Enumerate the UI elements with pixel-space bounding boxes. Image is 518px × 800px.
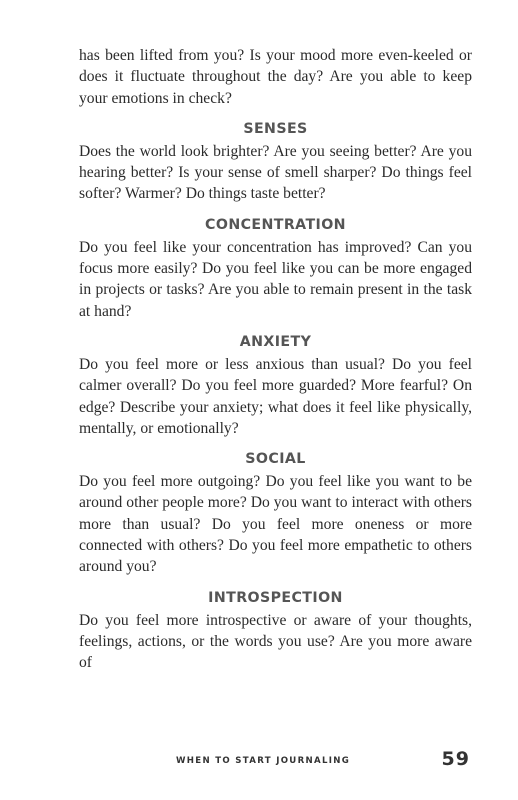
section-body: Do you feel more introspective or aware of your thoughts, feelings, actions, or the words you use? Are you more aware of bbox=[79, 611, 472, 672]
section-body: Do you feel more or less anxious than usual? Do you feel calmer overall? Do you feel more guarded? More fearful? On edge? Describe your anxiety; what does it feel like physically, mentally, or emotionally? bbox=[79, 355, 472, 437]
section-heading: SOCIAL bbox=[245, 451, 306, 468]
section-body: Do you feel more outgoing? Do you feel like you want to be around other people more? Do you want to interact with others more than usual? Do you feel more oneness or more connected with others? Do you feel more empathetic to others around you? bbox=[79, 473, 472, 576]
section-concentration bbox=[79, 215, 472, 322]
section-heading: ANXIETY bbox=[239, 333, 312, 350]
section-senses bbox=[79, 119, 472, 205]
running-head: WHEN TO START JOURNALING bbox=[176, 756, 351, 766]
section-anxiety bbox=[79, 332, 472, 439]
section-body: Do you feel like your concentration has improved? Can you focus more easily? Do you feel like you can be more engaged in projects or tasks? Are you able to remain present in the task at hand? bbox=[79, 238, 472, 320]
section-heading: SENSES bbox=[243, 120, 308, 137]
section-social bbox=[79, 449, 472, 577]
section-body: Does the world look brighter? Are you seeing better? Are you hearing better? Is your sense of smell sharper? Do things feel softer? Warmer? Do things taste better? bbox=[79, 142, 472, 203]
page-footer bbox=[0, 748, 518, 774]
section-heading: INTROSPECTION bbox=[208, 589, 343, 606]
intro-paragraph: has been lifted from you? Is your mood more even-keeled or does it fluctuate throughout the day? Are you able to keep your emotions in check? bbox=[79, 47, 472, 107]
section-heading: CONCENTRATION bbox=[205, 216, 346, 233]
text-column bbox=[79, 45, 472, 674]
page-number: 59 bbox=[441, 748, 470, 770]
section-introspection bbox=[79, 588, 472, 674]
